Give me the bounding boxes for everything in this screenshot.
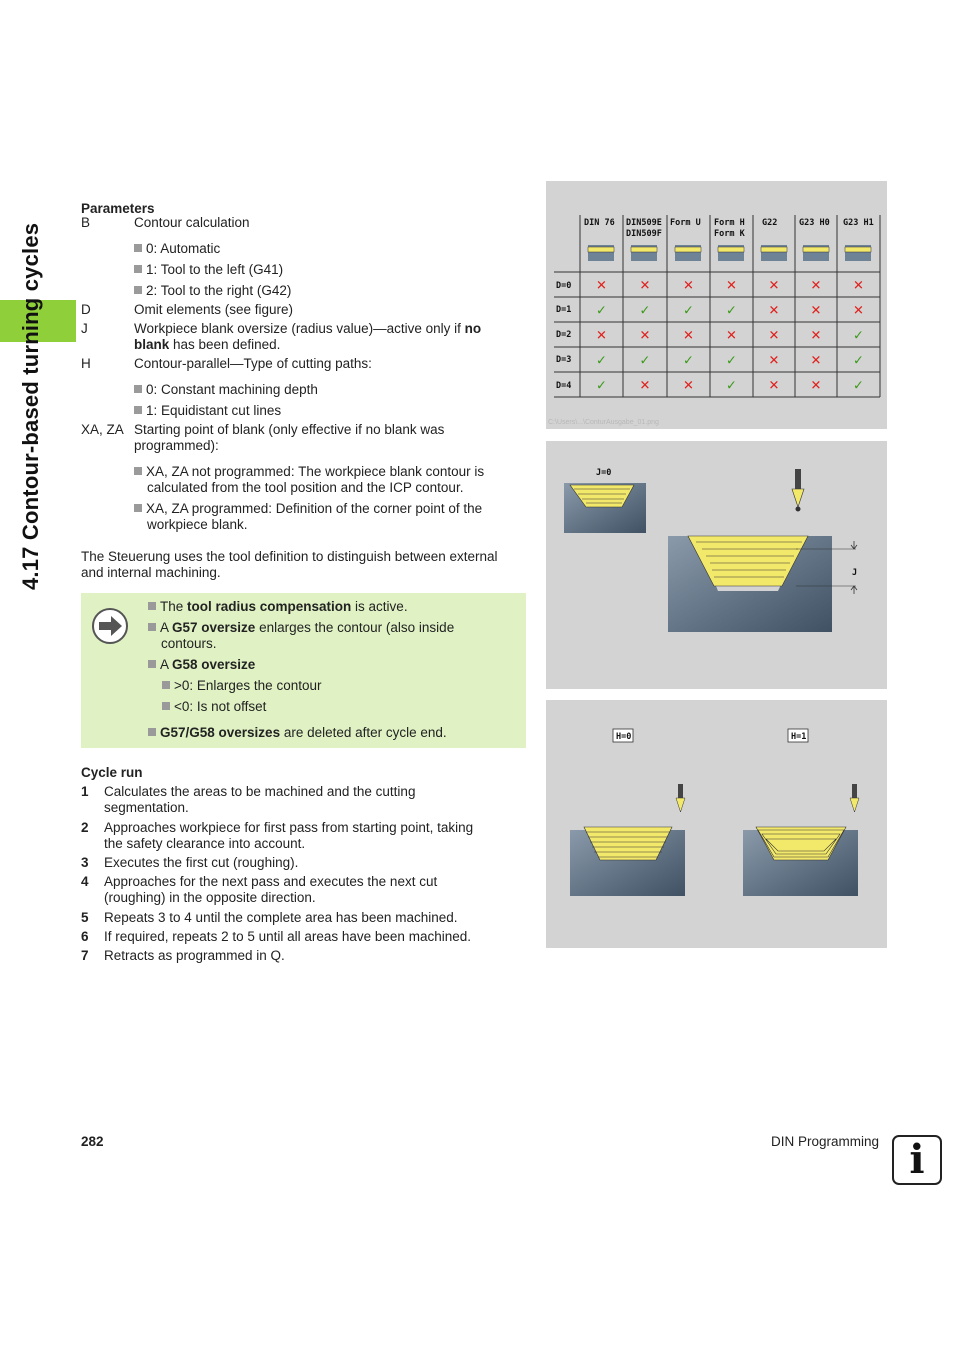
chapter-title: 4.17 Contour-based turning cycles [18, 222, 43, 590]
footer-section: DIN Programming [771, 1134, 880, 1149]
row-label: D=2 [556, 330, 572, 340]
cross-icon: ✕ [639, 378, 651, 394]
check-icon: ✓ [683, 303, 694, 319]
profile-shape-icon [588, 245, 614, 261]
col-header: G23 H0 [799, 218, 830, 228]
row-label: D=4 [556, 381, 572, 391]
check-icon: ✓ [596, 353, 607, 369]
param-key-b: B [81, 215, 91, 230]
xa-option-0: XA, ZA not programmed: The workpiece blank contour is [134, 464, 484, 480]
check-icon: ✓ [683, 353, 694, 369]
profile-shape-icon [803, 245, 829, 261]
label-h1: H=1 [791, 732, 807, 742]
row-label: D=0 [556, 281, 572, 291]
check-icon: ✓ [639, 353, 651, 369]
cross-icon: ✕ [726, 328, 737, 344]
param-text-xaza-line2: programmed): [134, 438, 219, 453]
cross-icon: ✕ [768, 328, 780, 344]
step-number: 7 [81, 948, 89, 963]
check-icon: ✓ [596, 378, 607, 394]
profile-shape-icon [631, 245, 657, 261]
note-item-3: A G58 oversize [148, 657, 255, 673]
cross-icon: ✕ [768, 353, 780, 369]
omit-elements-table [546, 181, 887, 429]
cross-icon: ✕ [683, 278, 694, 294]
param-key-j: J [81, 321, 88, 336]
note-item-2: A G57 oversize enlarges the contour (also inside [148, 620, 454, 636]
note-item-2-line2: contours. [161, 636, 217, 651]
h-option-0: 0: Constant machining depth [134, 382, 318, 398]
tool-icon [792, 469, 804, 512]
tool-paragraph-line1: The Steuerung uses the tool definition to distinguish between external [81, 549, 498, 564]
arrow-right-icon [91, 607, 129, 645]
col-header: Form H [714, 218, 745, 228]
check-icon: ✓ [639, 303, 651, 319]
cross-icon: ✕ [810, 328, 822, 344]
figure-filename: C:\Users\...\ConturAusgabe_01.png [548, 419, 659, 426]
tool-icon-h1 [850, 784, 859, 812]
xa-option-1: XA, ZA programmed: Definition of the corner point of the [134, 501, 482, 517]
omit-elements-figure [546, 181, 887, 429]
param-key-d: D [81, 302, 91, 317]
cycle-run-heading: Cycle run [81, 765, 143, 780]
step-number: 1 [81, 784, 89, 799]
cross-icon: ✕ [810, 353, 822, 369]
check-icon: ✓ [853, 378, 864, 394]
step-text-line2: (roughing) in the opposite direction. [104, 890, 316, 905]
col-header: DIN509E [626, 218, 662, 228]
step-text-line2: the safety clearance into account. [104, 836, 306, 851]
step-text: If required, repeats 2 to 5 until all areas have been machined. [104, 929, 471, 944]
param-text-h: Contour-parallel—Type of cutting paths: [134, 356, 372, 371]
col-header: Form K [714, 229, 745, 239]
parameters-heading: Parameters [81, 201, 155, 216]
b-option-0: 0: Automatic [134, 241, 220, 257]
step-number: 6 [81, 929, 89, 944]
note-box [81, 593, 526, 748]
step-text: Calculates the areas to be machined and the cutting [104, 784, 416, 799]
cross-icon: ✕ [639, 278, 651, 294]
col-header: DIN 76 [584, 218, 615, 228]
profile-shape-icon [761, 245, 787, 261]
cutting-paths-drawing [546, 700, 887, 948]
cross-icon: ✕ [810, 303, 822, 319]
label-h0: H=0 [616, 732, 632, 742]
cross-icon: ✕ [596, 278, 607, 294]
step-text: Repeats 3 to 4 until the complete area has been machined. [104, 910, 458, 925]
cross-icon: ✕ [683, 328, 694, 344]
param-key-h: H [81, 356, 91, 371]
note-item-4: G57/G58 oversizes are deleted after cycle end. [148, 725, 447, 741]
row-label: D=3 [556, 355, 572, 365]
col-header: DIN509F [626, 229, 662, 239]
check-icon: ✓ [726, 353, 737, 369]
cutting-paths-figure [546, 700, 887, 948]
blank-oversize-drawing [546, 441, 887, 689]
cross-icon: ✕ [596, 328, 607, 344]
profile-shape-icon [675, 245, 701, 261]
check-icon: ✓ [726, 378, 737, 394]
cross-icon: ✕ [768, 278, 780, 294]
check-icon: ✓ [853, 353, 864, 369]
profile-shape-icon [845, 245, 871, 261]
cross-icon: ✕ [853, 278, 864, 294]
step-text: Approaches for the next pass and executes the next cut [104, 874, 438, 889]
note-sub-2: <0: Is not offset [162, 699, 266, 715]
param-text-d: Omit elements (see figure) [134, 302, 294, 317]
blank-oversize-figure [546, 441, 887, 689]
cross-icon: ✕ [683, 378, 694, 394]
param-text-j-line2: blank has been defined. [134, 337, 281, 352]
page-number: 282 [81, 1134, 104, 1149]
check-icon: ✓ [853, 328, 864, 344]
check-icon: ✓ [726, 303, 737, 319]
step-text: Approaches workpiece for first pass from starting point, taking [104, 820, 474, 835]
note-item-1: The tool radius compensation is active. [148, 599, 408, 615]
note-sub-1: >0: Enlarges the contour [162, 678, 321, 694]
step-number: 4 [81, 874, 89, 889]
b-option-1: 1: Tool to the left (G41) [134, 262, 283, 278]
check-icon: ✓ [596, 303, 607, 319]
b-option-2: 2: Tool to the right (G42) [134, 283, 291, 299]
step-number: 2 [81, 820, 89, 835]
tool-paragraph-line2: and internal machining. [81, 565, 221, 580]
step-text: Executes the first cut (roughing). [104, 855, 299, 870]
cross-icon: ✕ [810, 378, 822, 394]
step-number: 5 [81, 910, 89, 925]
cross-icon: ✕ [639, 328, 651, 344]
col-header: G23 H1 [843, 218, 874, 228]
step-text-line2: segmentation. [104, 800, 189, 815]
cross-icon: ✕ [810, 278, 822, 294]
profile-shape-icon [718, 245, 744, 261]
cross-icon: ✕ [768, 303, 780, 319]
xa-option-0-line2: calculated from the tool position and the ICP contour. [147, 480, 464, 495]
info-glyph: i [909, 1136, 925, 1183]
info-icon [892, 1135, 942, 1185]
h-option-1: 1: Equidistant cut lines [134, 403, 281, 419]
param-text-b: Contour calculation [134, 215, 250, 230]
row-label: D=1 [556, 305, 572, 315]
label-j0: J=0 [596, 468, 612, 478]
col-header: G22 [762, 218, 778, 228]
col-header: Form U [670, 218, 701, 228]
param-text-j: Workpiece blank oversize (radius value)—active only if no [134, 321, 482, 336]
step-number: 3 [81, 855, 89, 870]
label-j: J [852, 568, 858, 578]
tool-icon-h0 [676, 784, 685, 812]
cross-icon: ✕ [726, 278, 737, 294]
xa-option-1-line2: workpiece blank. [147, 517, 248, 532]
cross-icon: ✕ [768, 378, 780, 394]
param-key-xaza: XA, ZA [81, 422, 124, 437]
step-text: Retracts as programmed in Q. [104, 948, 285, 963]
param-text-xaza: Starting point of blank (only effective if no blank was [134, 422, 445, 437]
cross-icon: ✕ [853, 303, 864, 319]
